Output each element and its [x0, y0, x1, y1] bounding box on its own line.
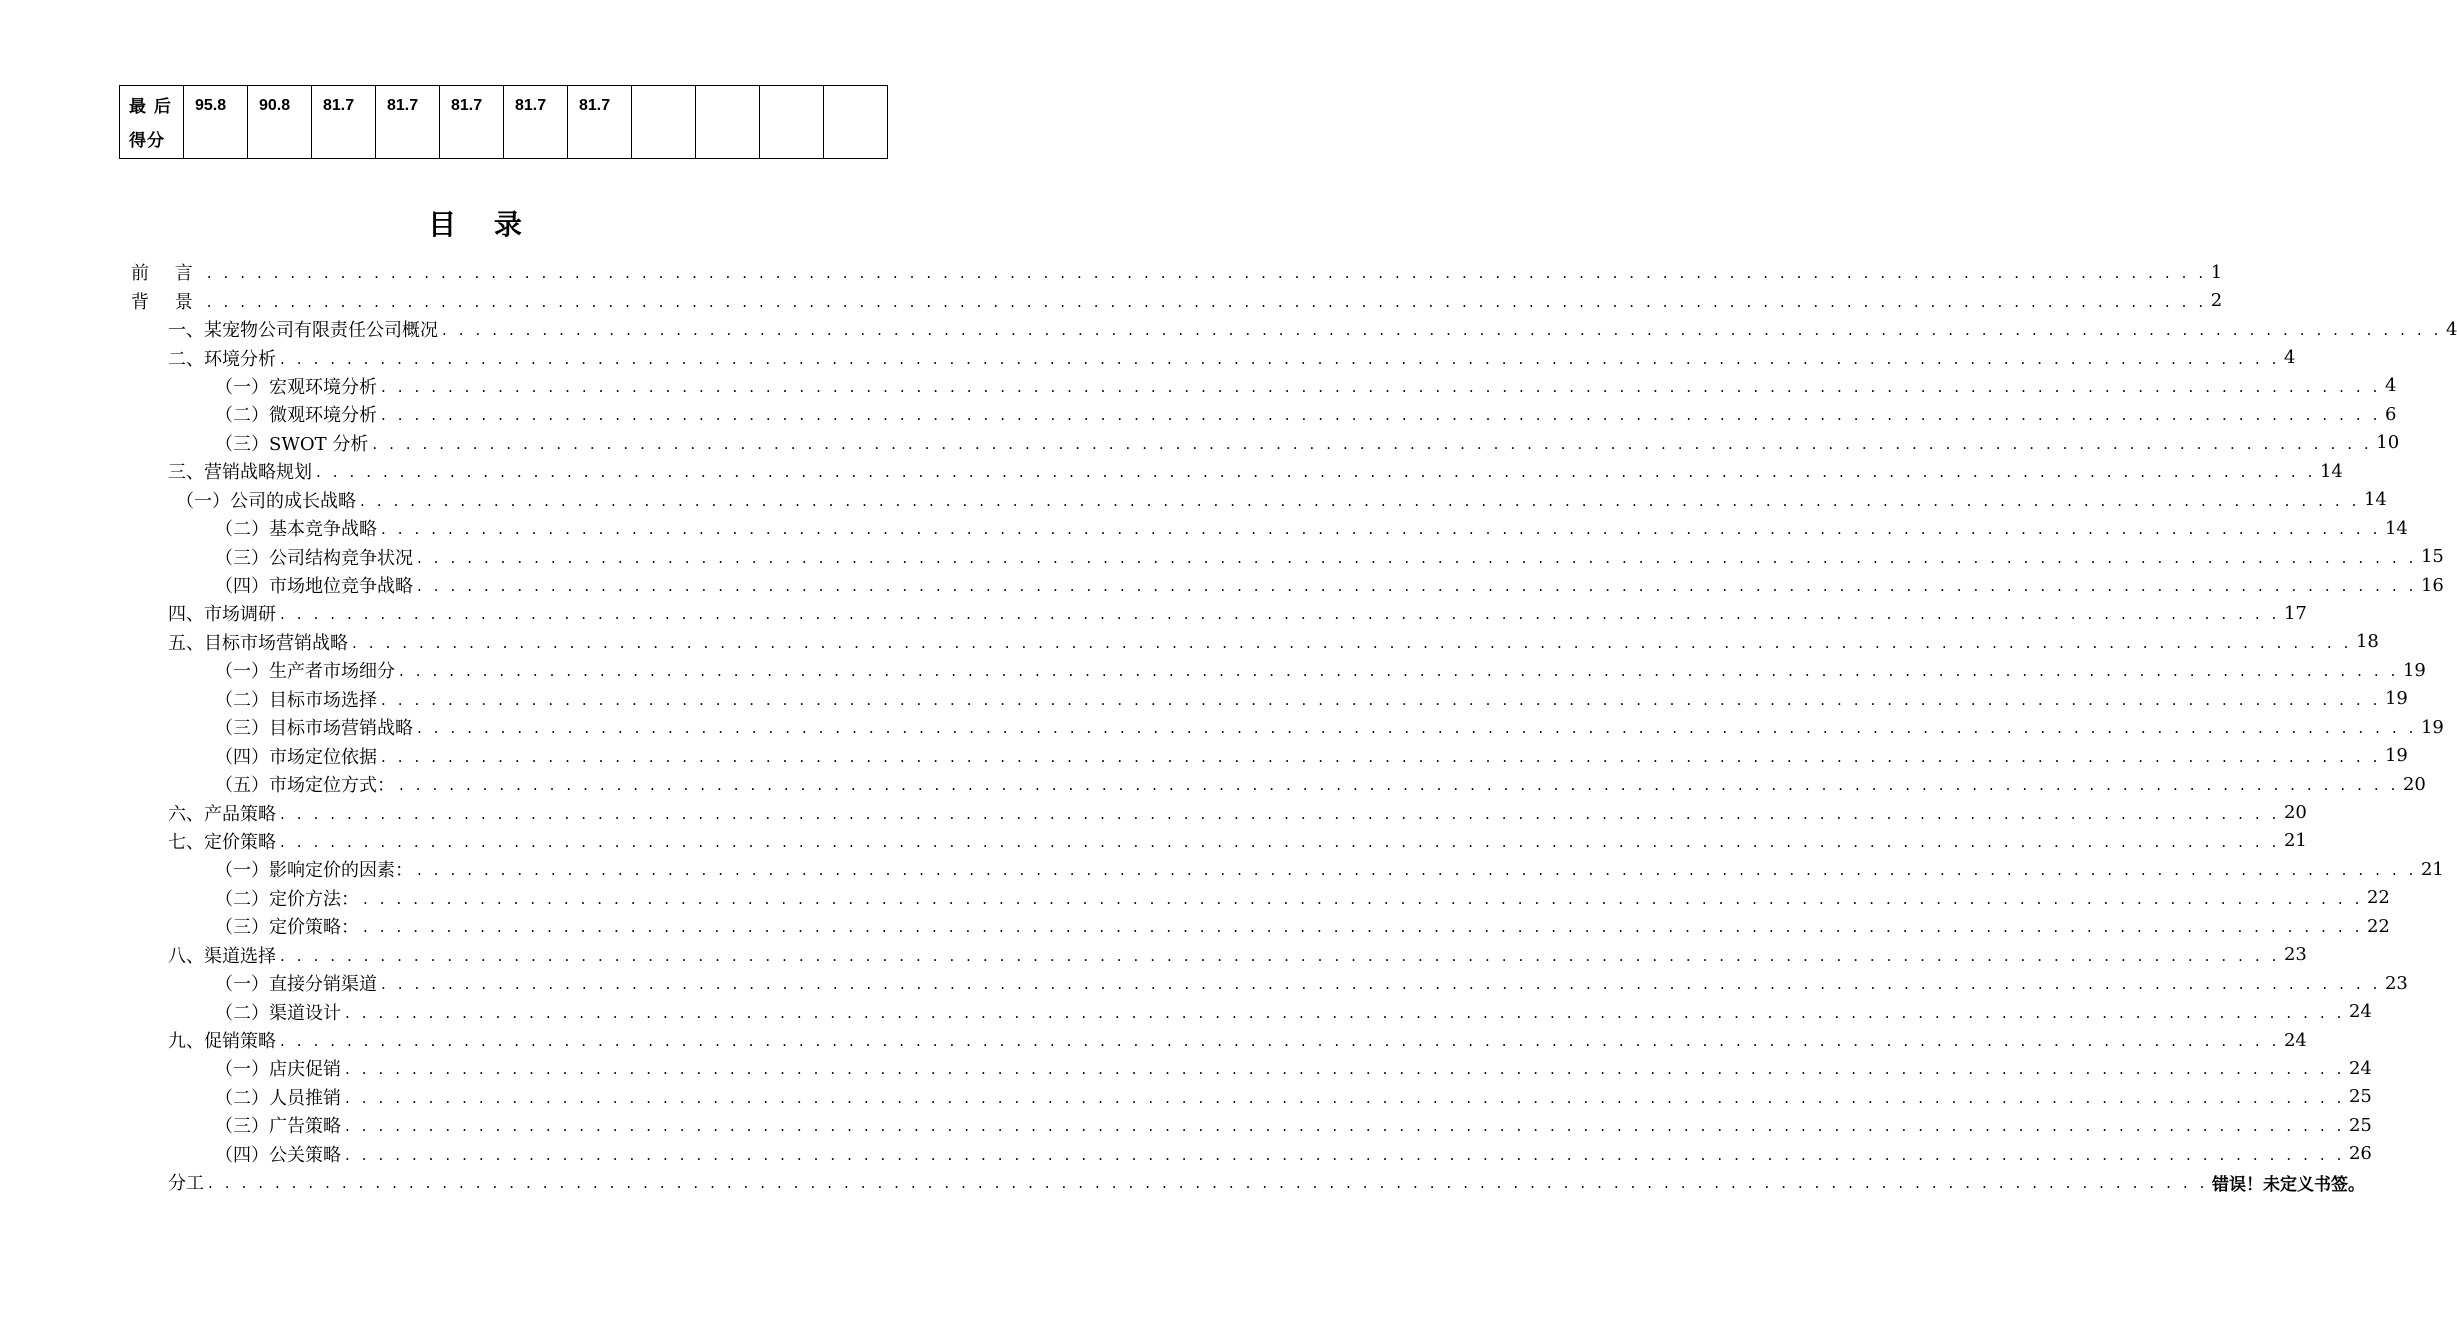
- toc-dot-leader: . . . . . . . . . . . . . . . . . . . . . . . . . . . . . . . . . . . . . . . . . . . . . . . . . . . . . . . . . . . . . . . . . . . . . . . . . . . . . . . . . . . . . . . . . . . . . . . . . . . . . . . . . . . . . . . . . . . . . . . .: [280, 946, 2280, 965]
- toc-dot-leader: . . . . . . . . . . . . . . . . . . . . . . . . . . . . . . . . . . . . . . . . . . . . . . . . . . . . . . . . . . . . . . . . . . . . . . . . . . . . . . . . . . . . . . . . . . . . . . . . . . . . . . . . . . . . . . . . . . . . . . . .: [345, 1088, 2345, 1107]
- toc-dot-leader: . . . . . . . . . . . . . . . . . . . . . . . . . . . . . . . . . . . . . . . . . . . . . . . . . . . . . . . . . . . . . . . . . . . . . . . . . . . . . . . . . . . . . . . . . . . . . . . . . . . . . . . . . . . . . . . . . . . . . . . .: [206, 264, 2207, 283]
- toc-entry[interactable]: [0, 1083, 2372, 1111]
- score-row: [120, 86, 888, 159]
- toc-dot-leader: . . . . . . . . . . . . . . . . . . . . . . . . . . . . . . . . . . . . . . . . . . . . . . . . . . . . . . . . . . . . . . . . . . . . . . . . . . . . . . . . . . . . . . . . . . . . . . . . . . . . . . . . . . . . . . . . . . . . . . . .: [363, 889, 2363, 908]
- toc-entry-page: 18: [2355, 631, 2379, 653]
- toc-entry-title: （四）市场地位竞争战略: [215, 576, 413, 598]
- toc-entry-title: 背 景: [131, 291, 203, 313]
- toc-entry-page: 2: [2210, 290, 2223, 312]
- score-cell-empty: [760, 86, 824, 159]
- toc-entry-title: 九、促销策略: [168, 1031, 276, 1053]
- toc-entry-title: （一）直接分销渠道: [215, 974, 377, 996]
- table-of-contents: [0, 258, 2457, 1196]
- toc-dot-leader: . . . . . . . . . . . . . . . . . . . . . . . . . . . . . . . . . . . . . . . . . . . . . . . . . . . . . . . . . . . . . . . . . . . . . . . . . . . . . . . . . . . . . . . . . . . . . . . . . . . . . . . . . . . . . . . . . . . . . . . .: [316, 463, 2316, 482]
- toc-title: 目 录: [428, 208, 536, 241]
- toc-entry[interactable]: [0, 571, 2444, 599]
- toc-entry[interactable]: [0, 798, 2307, 826]
- toc-entry-page: 20: [2402, 773, 2426, 795]
- score-cell: 81.7: [440, 86, 504, 159]
- toc-entry[interactable]: [0, 542, 2444, 570]
- score-table: [119, 85, 888, 159]
- toc-entry-page: 19: [2402, 659, 2426, 681]
- toc-entry-page: 23: [2283, 944, 2307, 966]
- toc-entry-title: 六、产品策略: [168, 803, 276, 825]
- toc-entry[interactable]: [0, 400, 2397, 428]
- toc-entry-title: （三）公司结构竞争状况: [215, 547, 413, 569]
- toc-dot-leader: . . . . . . . . . . . . . . . . . . . . . . . . . . . . . . . . . . . . . . . . . . . . . . . . . . . . . . . . . . . . . . . . . . . . . . . . . . . . . . . . . . . . . . . . . . . . . . . . . . . . . . . . . . . . . . . . . . . . . . . .: [360, 491, 2360, 510]
- toc-entry-page: 19: [2384, 688, 2408, 710]
- toc-dot-leader: . . . . . . . . . . . . . . . . . . . . . . . . . . . . . . . . . . . . . . . . . . . . . . . . . . . . . . . . . . . . . . . . . . . . . . . . . . . . . . . . . . . . . . . . . . . . . . . . . . . . . . . . . . . . . . . . . . . . . . . .: [417, 577, 2417, 596]
- toc-dot-leader: . . . . . . . . . . . . . . . . . . . . . . . . . . . . . . . . . . . . . . . . . . . . . . . . . . . . . . . . . . . . . . . . . . . . . . . . . . . . . . . . . . . . . . . . . . . . . . . . . . . . . . . . . . . . . . . . . . . . . . . .: [381, 975, 2381, 994]
- toc-entry-page: 25: [2348, 1114, 2372, 1136]
- toc-entry-page: 1: [2210, 261, 2223, 283]
- toc-entry[interactable]: [0, 1026, 2307, 1054]
- toc-entry-title: （四）公关策略: [215, 1144, 341, 1166]
- toc-entry-page: 21: [2283, 830, 2307, 852]
- toc-entry[interactable]: [0, 884, 2390, 912]
- toc-entry-title: （三）SWOT 分析: [215, 433, 369, 455]
- toc-entry[interactable]: [0, 1054, 2372, 1082]
- toc-entry-title: （二）目标市场选择: [215, 689, 377, 711]
- score-cell: 81.7: [504, 86, 568, 159]
- toc-entry-title: 分工: [168, 1173, 204, 1195]
- toc-dot-leader: . . . . . . . . . . . . . . . . . . . . . . . . . . . . . . . . . . . . . . . . . . . . . . . . . . . . . . . . . . . . . . . . . . . . . . . . . . . . . . . . . . . . . . . . . . . . . . . . . . . . . . . . . . . . . . . . . . . . . . . .: [280, 804, 2280, 823]
- toc-dot-leader: . . . . . . . . . . . . . . . . . . . . . . . . . . . . . . . . . . . . . . . . . . . . . . . . . . . . . . . . . . . . . . . . . . . . . . . . . . . . . . . . . . . . . . . . . . . . . . . . . . . . . . . . . . . . . . . . . . . . . . . .: [417, 861, 2417, 880]
- toc-entry-title: （二）微观环境分析: [215, 405, 377, 427]
- toc-dot-leader: . . . . . . . . . . . . . . . . . . . . . . . . . . . . . . . . . . . . . . . . . . . . . . . . . . . . . . . . . . . . . . . . . . . . . . . . . . . . . . . . . . . . . . . . . . . . . . . . . . . . . . . . . . . . . . . . . . . . . . . .: [352, 633, 2352, 652]
- toc-entry-page: 14: [2319, 460, 2343, 482]
- toc-dot-leader: . . . . . . . . . . . . . . . . . . . . . . . . . . . . . . . . . . . . . . . . . . . . . . . . . . . . . . . . . . . . . . . . . . . . . . . . . . . . . . . . . . . . . . . . . . . . . . . . . . . . . . . . . . . . . . . . . . . . . . . .: [399, 776, 2399, 795]
- toc-entry-page: 6: [2384, 403, 2397, 425]
- toc-dot-leader: . . . . . . . . . . . . . . . . . . . . . . . . . . . . . . . . . . . . . . . . . . . . . . . . . . . . . . . . . . . . . . . . . . . . . . . . . . . . . . . . . . . . . . . . . . . . . . . . . . . . . . . . . . . . . . . . . . . . . . . .: [206, 292, 2207, 311]
- toc-entry[interactable]: [0, 1111, 2372, 1139]
- score-cell: 90.8: [248, 86, 312, 159]
- toc-dot-leader: . . . . . . . . . . . . . . . . . . . . . . . . . . . . . . . . . . . . . . . . . . . . . . . . . . . . . . . . . . . . . . . . . . . . . . . . . . . . . . . . . . . . . . . . . . . . . . . . . . . . . . . . . . . . . . . . . . . . . . . .: [345, 1117, 2345, 1136]
- toc-entry[interactable]: [0, 827, 2307, 855]
- score-cell-empty: [696, 86, 760, 159]
- toc-dot-leader: . . . . . . . . . . . . . . . . . . . . . . . . . . . . . . . . . . . . . . . . . . . . . . . . . . . . . . . . . . . . . . . . . . . . . . . . . . . . . . . . . . . . . . . . . . . . . . . . . . . . . . . . . . . . . . . . . . . . . . . .: [381, 377, 2381, 396]
- toc-entry-page: 24: [2348, 1001, 2372, 1023]
- score-cell: 95.8: [184, 86, 248, 159]
- toc-entry-title: （三）定价策略：: [215, 917, 359, 939]
- toc-entry-page: 24: [2283, 1029, 2307, 1051]
- toc-entry-title: 三、营销战略规划: [168, 462, 312, 484]
- toc-entry[interactable]: [0, 429, 2400, 457]
- toc-entry-title: （三）目标市场营销战略: [215, 718, 413, 740]
- toc-entry[interactable]: [0, 315, 2457, 343]
- toc-entry-title: 一、某宠物公司有限责任公司概况: [168, 320, 438, 342]
- toc-entry[interactable]: [0, 1168, 2365, 1196]
- toc-entry-title: （一）影响定价的因素：: [215, 860, 413, 882]
- toc-entry-title: （二）人员推销: [215, 1087, 341, 1109]
- score-label-line2: 得分: [129, 131, 165, 151]
- toc-dot-leader: . . . . . . . . . . . . . . . . . . . . . . . . . . . . . . . . . . . . . . . . . . . . . . . . . . . . . . . . . . . . . . . . . . . . . . . . . . . . . . . . . . . . . . . . . . . . . . . . . . . . . . . . . . . . . . . . . . . . . . . .: [280, 349, 2280, 368]
- toc-entry-title: 前 言: [131, 263, 203, 285]
- toc-entry-page: 25: [2348, 1086, 2372, 1108]
- score-label-line1: 最 后: [129, 97, 172, 117]
- toc-entry-page: 19: [2384, 745, 2408, 767]
- toc-entry-title: （二）基本竞争战略: [215, 519, 377, 541]
- toc-entry-title: 二、环境分析: [168, 348, 276, 370]
- toc-entry[interactable]: [0, 713, 2444, 741]
- toc-entry[interactable]: [0, 628, 2379, 656]
- toc-dot-leader: . . . . . . . . . . . . . . . . . . . . . . . . . . . . . . . . . . . . . . . . . . . . . . . . . . . . . . . . . . . . . . . . . . . . . . . . . . . . . . . . . . . . . . . . . . . . . . . . . . . . . . . . . . . . . . . . . . . . . . . .: [372, 434, 2373, 453]
- toc-entry[interactable]: [0, 656, 2426, 684]
- score-cell: 81.7: [312, 86, 376, 159]
- toc-entry-title: （三）广告策略: [215, 1116, 341, 1138]
- toc-entry-page: 4: [2445, 318, 2457, 340]
- toc-entry[interactable]: [0, 514, 2408, 542]
- toc-dot-leader: . . . . . . . . . . . . . . . . . . . . . . . . . . . . . . . . . . . . . . . . . . . . . . . . . . . . . . . . . . . . . . . . . . . . . . . . . . . . . . . . . . . . . . . . . . . . . . . . . . . . . . . . . . . . . . . . . . . . . . . .: [345, 1003, 2345, 1022]
- toc-entry-page: 10: [2376, 432, 2400, 454]
- score-cell-empty: [824, 86, 888, 159]
- score-row-label: [120, 86, 184, 159]
- toc-entry-page: 22: [2366, 915, 2390, 937]
- toc-entry[interactable]: [0, 912, 2390, 940]
- toc-dot-leader: . . . . . . . . . . . . . . . . . . . . . . . . . . . . . . . . . . . . . . . . . . . . . . . . . . . . . . . . . . . . . . . . . . . . . . . . . . . . . . . . . . . . . . . . . . . . . . . . . . . . . . . . . . . . . . . . . . . . . . . .: [363, 918, 2363, 937]
- toc-entry-title: （二）定价方法：: [215, 888, 359, 910]
- toc-entry[interactable]: [0, 969, 2408, 997]
- toc-entry[interactable]: [0, 258, 2223, 286]
- toc-dot-leader: . . . . . . . . . . . . . . . . . . . . . . . . . . . . . . . . . . . . . . . . . . . . . . . . . . . . . . . . . . . . . . . . . . . . . . . . . . . . . . . . . . . . . . . . . . . . . . . . . . . . . . . . . . . . . . . . . . . . . . . .: [381, 520, 2381, 539]
- toc-entry-page: 19: [2420, 716, 2444, 738]
- toc-entry-title: 四、市场调研: [168, 604, 276, 626]
- toc-entry-page: 20: [2283, 802, 2307, 824]
- toc-entry[interactable]: [0, 1140, 2372, 1168]
- toc-dot-leader: . . . . . . . . . . . . . . . . . . . . . . . . . . . . . . . . . . . . . . . . . . . . . . . . . . . . . . . . . . . . . . . . . . . . . . . . . . . . . . . . . . . . . . . . . . . . . . . . . . . . . . . . . . . . . . . . . . . . . . . .: [280, 832, 2280, 851]
- toc-entry[interactable]: [0, 343, 2296, 371]
- toc-entry-title: 七、定价策略: [168, 831, 276, 853]
- toc-entry[interactable]: [0, 855, 2444, 883]
- toc-entry-error: 错误！未定义书签。: [2211, 1174, 2365, 1195]
- toc-entry[interactable]: [0, 997, 2372, 1025]
- toc-entry-page: 4: [2384, 375, 2397, 397]
- toc-entry-page: 26: [2348, 1143, 2372, 1165]
- toc-dot-leader: . . . . . . . . . . . . . . . . . . . . . . . . . . . . . . . . . . . . . . . . . . . . . . . . . . . . . . . . . . . . . . . . . . . . . . . . . . . . . . . . . . . . . . . . . . . . . . . . . . . . . . . . . . . . . . . . . . . . . . . .: [345, 1145, 2345, 1164]
- toc-entry-title: 五、目标市场营销战略: [168, 632, 348, 654]
- toc-dot-leader: . . . . . . . . . . . . . . . . . . . . . . . . . . . . . . . . . . . . . . . . . . . . . . . . . . . . . . . . . . . . . . . . . . . . . . . . . . . . . . . . . . . . . . . . . . . . . . . . . . . . . . . . . . . . . . . . . . . . . . . .: [381, 406, 2381, 425]
- toc-entry-page: 21: [2420, 858, 2444, 880]
- toc-entry-page: 17: [2283, 602, 2307, 624]
- toc-entry-title: （一）生产者市场细分: [215, 661, 395, 683]
- toc-entry-title: （五）市场定位方式：: [215, 775, 395, 797]
- toc-dot-leader: . . . . . . . . . . . . . . . . . . . . . . . . . . . . . . . . . . . . . . . . . . . . . . . . . . . . . . . . . . . . . . . . . . . . . . . . . . . . . . . . . . . . . . . . . . . . . . . . . . . . . . . . . . . . . . . . . . . . . . . .: [345, 1060, 2345, 1079]
- toc-dot-leader: . . . . . . . . . . . . . . . . . . . . . . . . . . . . . . . . . . . . . . . . . . . . . . . . . . . . . . . . . . . . . . . . . . . . . . . . . . . . . . . . . . . . . . . . . . . . . . . . . . . . . . . . . . . . . . . . . . . . . . . .: [280, 1032, 2280, 1051]
- toc-entry-page: 4: [2283, 347, 2296, 369]
- toc-dot-leader: . . . . . . . . . . . . . . . . . . . . . . . . . . . . . . . . . . . . . . . . . . . . . . . . . . . . . . . . . . . . . . . . . . . . . . . . . . . . . . . . . . . . . . . . . . . . . . . . . . . . . . . . . . . . . . . . . . . . . . . .: [381, 747, 2381, 766]
- toc-entry[interactable]: [0, 941, 2307, 969]
- toc-entry[interactable]: [0, 599, 2307, 627]
- toc-dot-leader: . . . . . . . . . . . . . . . . . . . . . . . . . . . . . . . . . . . . . . . . . . . . . . . . . . . . . . . . . . . . . . . . . . . . . . . . . . . . . . . . . . . . . . . . . . . . . . . . . . . . . . . . . . . . . . . . . . . . . . . .: [399, 662, 2399, 681]
- score-cell-empty: [632, 86, 696, 159]
- toc-entry[interactable]: [0, 685, 2408, 713]
- score-cell: 81.7: [568, 86, 632, 159]
- toc-entry-title: （一）宏观环境分析: [215, 376, 377, 398]
- toc-dot-leader: . . . . . . . . . . . . . . . . . . . . . . . . . . . . . . . . . . . . . . . . . . . . . . . . . . . . . . . . . . . . . . . . . . . . . . . . . . . . . . . . . . . . . . . . . . . . . . . . . . . . . . . . . . . . . . . . . . . . . . . .: [417, 719, 2417, 738]
- toc-entry-title: （二）渠道设计: [215, 1002, 341, 1024]
- toc-entry-page: 24: [2348, 1057, 2372, 1079]
- toc-entry-title: （一）公司的成长战略: [176, 490, 356, 512]
- toc-entry[interactable]: [0, 286, 2223, 314]
- toc-dot-leader: . . . . . . . . . . . . . . . . . . . . . . . . . . . . . . . . . . . . . . . . . . . . . . . . . . . . . . . . . . . . . . . . . . . . . . . . . . . . . . . . . . . . . . . . . . . . . . . . . . . . . . . . . . . . . . . . . . . . . . . .: [442, 321, 2442, 340]
- toc-dot-leader: . . . . . . . . . . . . . . . . . . . . . . . . . . . . . . . . . . . . . . . . . . . . . . . . . . . . . . . . . . . . . . . . . . . . . . . . . . . . . . . . . . . . . . . . . . . . . . . . . . . . . . . . . . . . . . . . . . . . . . . .: [381, 690, 2381, 709]
- toc-entry-title: （四）市场定位依据: [215, 746, 377, 768]
- toc-dot-leader: . . . . . . . . . . . . . . . . . . . . . . . . . . . . . . . . . . . . . . . . . . . . . . . . . . . . . . . . . . . . . . . . . . . . . . . . . . . . . . . . . . . . . . . . . . . . . . . . . . . . . . . . . . . . . . . . . . . . . . . .: [208, 1174, 2208, 1193]
- toc-entry[interactable]: [0, 486, 2387, 514]
- toc-entry-page: 15: [2420, 546, 2444, 568]
- toc-dot-leader: . . . . . . . . . . . . . . . . . . . . . . . . . . . . . . . . . . . . . . . . . . . . . . . . . . . . . . . . . . . . . . . . . . . . . . . . . . . . . . . . . . . . . . . . . . . . . . . . . . . . . . . . . . . . . . . . . . . . . . . .: [280, 605, 2280, 624]
- toc-entry[interactable]: [0, 457, 2343, 485]
- score-cell: 81.7: [376, 86, 440, 159]
- toc-entry-page: 16: [2420, 574, 2444, 596]
- toc-entry-page: 14: [2384, 517, 2408, 539]
- toc-entry-page: 22: [2366, 887, 2390, 909]
- toc-entry-page: 14: [2363, 489, 2387, 511]
- toc-dot-leader: . . . . . . . . . . . . . . . . . . . . . . . . . . . . . . . . . . . . . . . . . . . . . . . . . . . . . . . . . . . . . . . . . . . . . . . . . . . . . . . . . . . . . . . . . . . . . . . . . . . . . . . . . . . . . . . . . . . . . . . .: [417, 548, 2417, 567]
- toc-entry[interactable]: [0, 372, 2397, 400]
- toc-entry-title: （一）店庆促销: [215, 1059, 341, 1081]
- toc-entry-page: 23: [2384, 972, 2408, 994]
- toc-entry[interactable]: [0, 741, 2408, 769]
- toc-entry[interactable]: [0, 770, 2426, 798]
- toc-entry-title: 八、渠道选择: [168, 945, 276, 967]
